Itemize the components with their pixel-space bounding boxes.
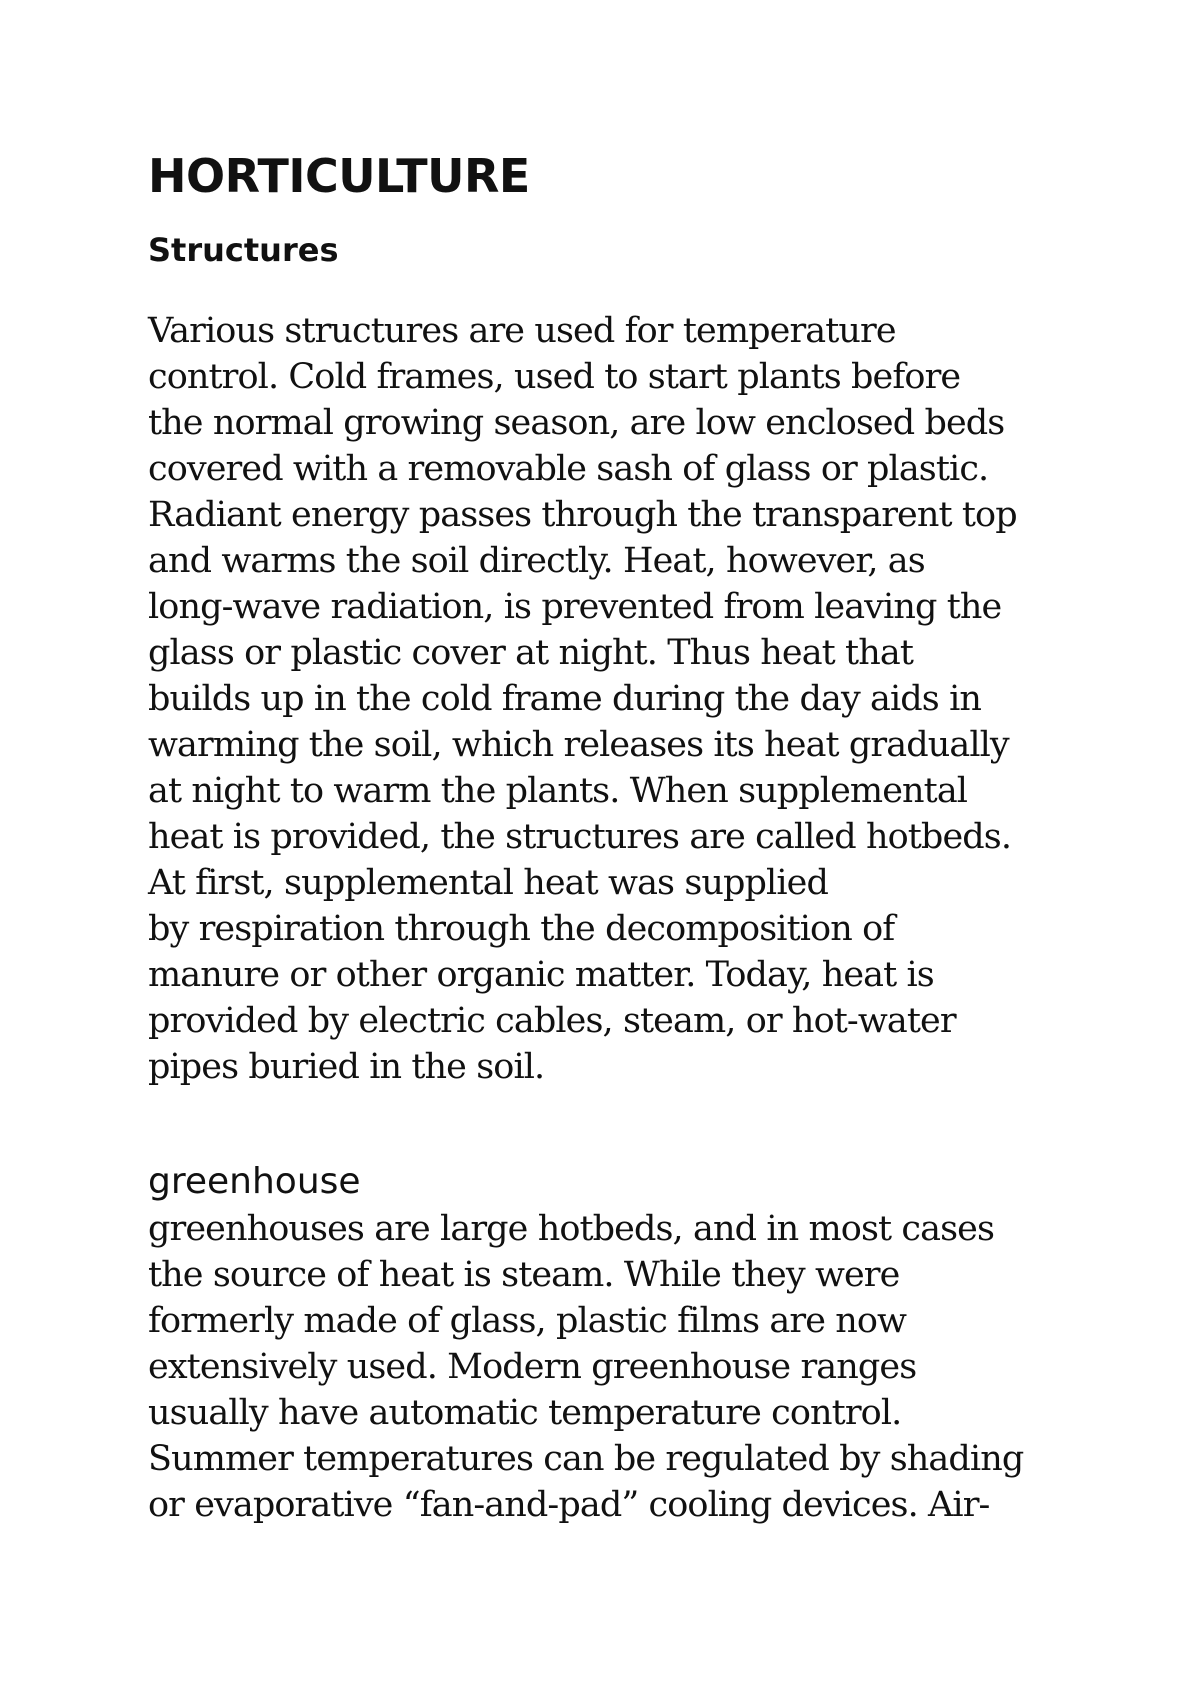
document-title: HORTICULTURE	[148, 149, 530, 203]
text-line: long-wave radiation, is prevented from leaving the	[148, 587, 1002, 627]
text-line: the normal growing season, are low enclosed beds	[148, 403, 1005, 443]
text-line: at night to warm the plants. When supplemental	[148, 771, 968, 811]
text-line: the source of heat is steam. While they were	[148, 1255, 900, 1295]
section-heading: Structures	[148, 231, 339, 269]
text-line: covered with a removable sash of glass or plastic.	[148, 449, 989, 489]
text-line: control. Cold frames, used to start plants before	[148, 357, 961, 397]
text-line: Radiant energy passes through the transparent top	[148, 495, 1017, 535]
text-line: by respiration through the decomposition of	[148, 909, 895, 949]
text-line: warming the soil, which releases its heat gradually	[148, 725, 1009, 765]
text-line: greenhouses are large hotbeds, and in most cases	[148, 1209, 995, 1249]
paragraph-greenhouse	[148, 1206, 1023, 1528]
text-line: glass or plastic cover at night. Thus heat that	[148, 633, 913, 673]
text-line: At first, supplemental heat was supplied	[148, 863, 828, 903]
text-line: or evaporative “fan-and-pad” cooling devices. Air-	[148, 1485, 990, 1525]
text-line: and warms the soil directly. Heat, however, as	[148, 541, 925, 581]
text-line: extensively used. Modern greenhouse ranges	[148, 1347, 917, 1387]
text-line: provided by electric cables, steam, or hot-water	[148, 1001, 956, 1041]
document-page	[148, 148, 1078, 1525]
text-line: heat is provided, the structures are called hotbeds.	[148, 817, 1012, 857]
text-line: pipes buried in the soil.	[148, 1047, 545, 1087]
paragraph-structures	[148, 308, 1017, 1090]
text-line: Summer temperatures can be regulated by shading	[148, 1439, 1024, 1479]
text-line: usually have automatic temperature control.	[148, 1393, 902, 1433]
subheading-greenhouse: greenhouse	[148, 1161, 361, 1202]
text-line: manure or other organic matter. Today, heat is	[148, 955, 934, 995]
text-line: formerly made of glass, plastic films are now	[148, 1301, 907, 1341]
text-line: Various structures are used for temperature	[148, 311, 896, 351]
text-line: builds up in the cold frame during the day aids in	[148, 679, 982, 719]
